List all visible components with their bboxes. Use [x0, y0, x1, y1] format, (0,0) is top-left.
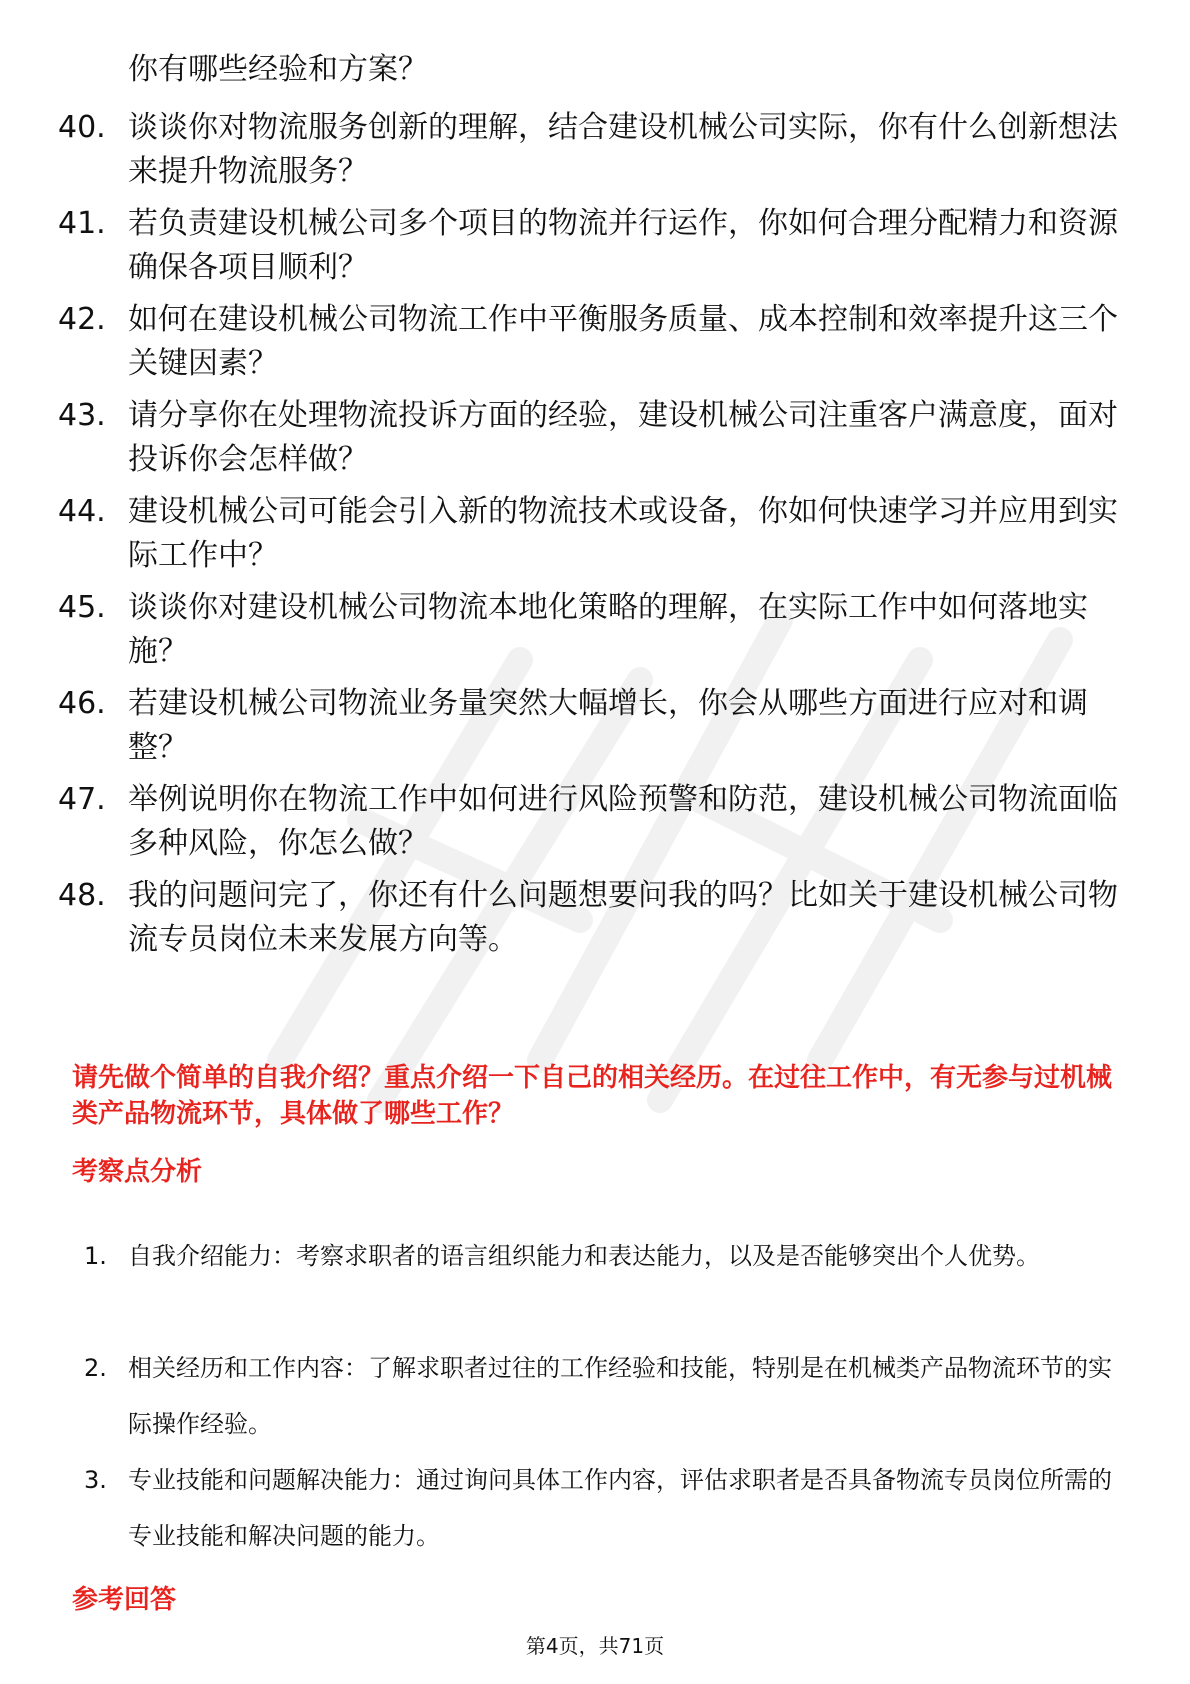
question-text: 我的问题问完了，你还有什么问题想要问我的吗？比如关于建设机械公司物流专员岗位未来发展方向等。	[128, 878, 1118, 957]
question-number: 45.	[58, 590, 106, 625]
question-number: 44.	[58, 494, 106, 529]
analysis-heading: 考察点分析	[72, 1157, 203, 1187]
question-text: 如何在建设机械公司物流工作中平衡服务质量、成本控制和效率提升这三个关键因素？	[128, 302, 1118, 381]
page-footer: 第4页，共71页	[525, 1634, 665, 1658]
analysis-number: 2.	[84, 1354, 107, 1382]
question-number: 43.	[58, 398, 106, 433]
analysis-number: 3.	[84, 1466, 107, 1494]
question-text: 举例说明你在物流工作中如何进行风险预警和防范，建设机械公司物流面临多种风险，你怎么做？	[128, 782, 1118, 861]
analysis-number: 1.	[84, 1242, 107, 1270]
question-text: 谈谈你对建设机械公司物流本地化策略的理解，在实际工作中如何落地实施？	[128, 590, 1088, 669]
question-text: 请分享你在处理物流投诉方面的经验，建设机械公司注重客户满意度，面对投诉你会怎样做？	[128, 398, 1118, 477]
analysis-text: 相关经历和工作内容：了解求职者过往的工作经验和技能，特别是在机械类产品物流环节的实际操作经验。	[128, 1354, 1112, 1438]
question-number: 40.	[58, 110, 106, 145]
question-text: 谈谈你对物流服务创新的理解，结合建设机械公司实际，你有什么创新想法来提升物流服务？	[128, 110, 1118, 189]
question-number: 42.	[58, 302, 106, 337]
question-number: 46.	[58, 686, 106, 721]
question-continuation: 你有哪些经验和方案？	[128, 52, 428, 87]
analysis-text: 自我介绍能力：考察求职者的语言组织能力和表达能力，以及是否能够突出个人优势。	[128, 1242, 1040, 1270]
question-text: 建设机械公司可能会引入新的物流技术或设备，你如何快速学习并应用到实际工作中？	[128, 494, 1118, 573]
question-text: 若建设机械公司物流业务量突然大幅增长，你会从哪些方面进行应对和调整？	[128, 686, 1088, 765]
question-number: 41.	[58, 206, 106, 241]
question-text: 若负责建设机械公司多个项目的物流并行运作，你如何合理分配精力和资源确保各项目顺利？	[128, 206, 1118, 285]
answer-heading: 参考回答	[72, 1585, 177, 1615]
question-number: 47.	[58, 782, 106, 817]
featured-question: 请先做个简单的自我介绍？重点介绍一下自己的相关经历。在过往工作中，有无参与过机械类产品物流环节，具体做了哪些工作？	[72, 1063, 1113, 1129]
question-number: 48.	[58, 878, 106, 913]
analysis-text: 专业技能和问题解决能力：通过询问具体工作内容，评估求职者是否具备物流专员岗位所需的专业技能和解决问题的能力。	[128, 1466, 1112, 1550]
